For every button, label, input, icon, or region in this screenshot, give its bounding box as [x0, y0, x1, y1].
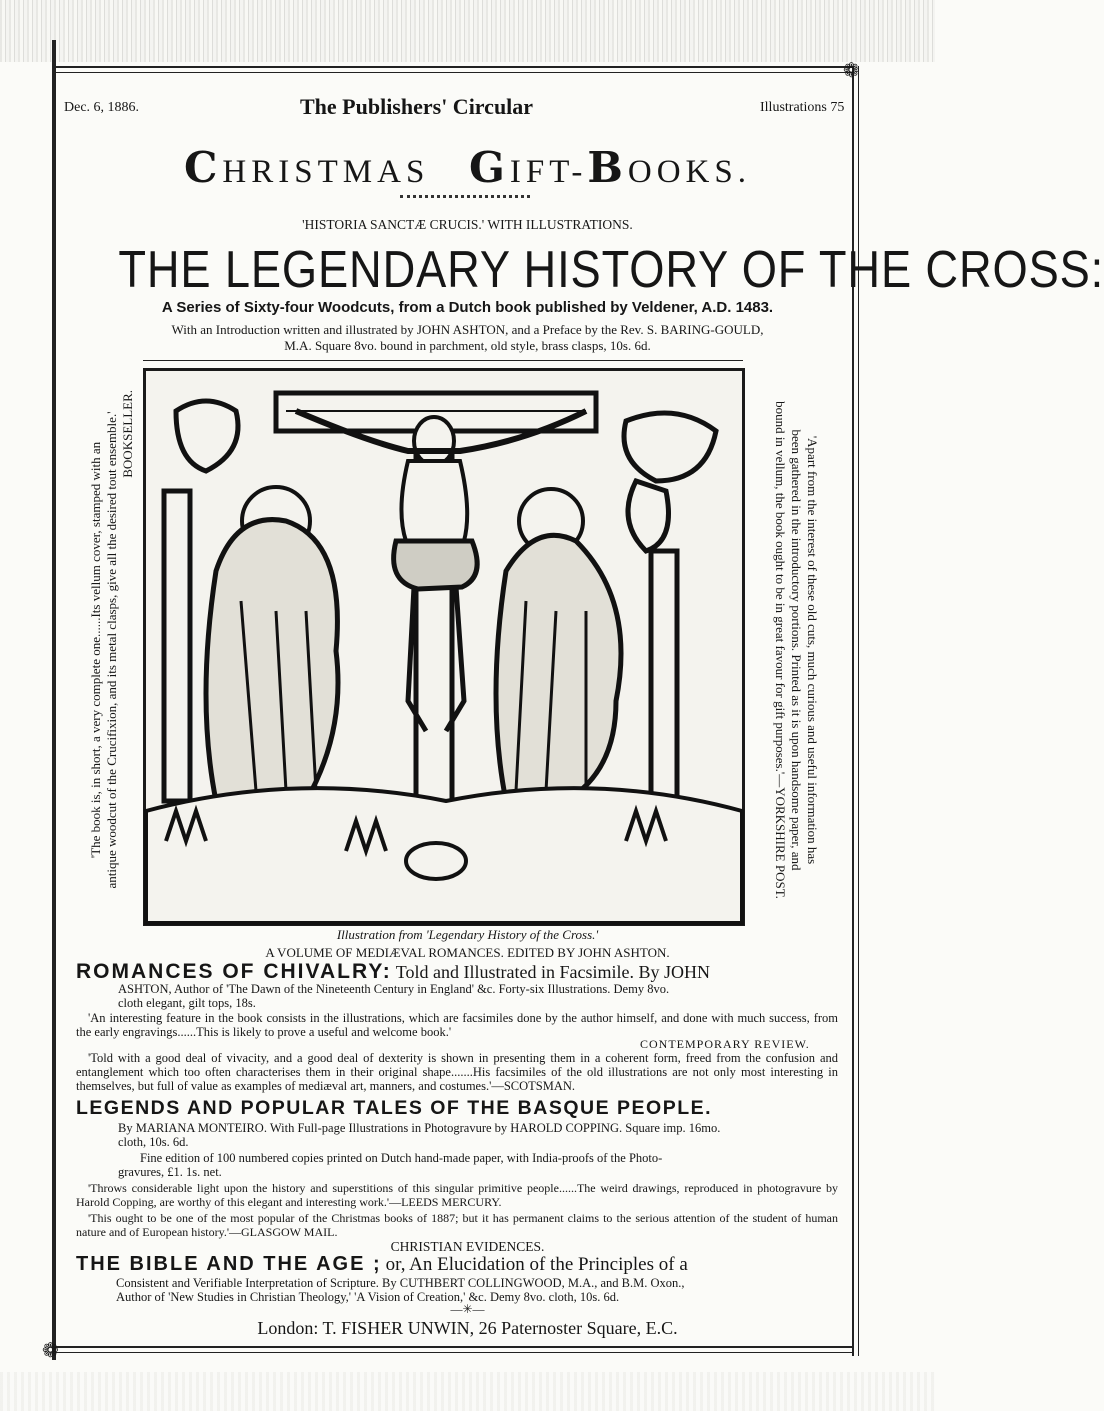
- bible-title-line: [76, 1253, 856, 1276]
- romances-title-tail: Told and Illustrated in Facsimile. By JOHN: [395, 962, 710, 982]
- banner-b: B: [587, 143, 628, 192]
- scotsman-quote: 'Told with a good deal of vivacity, and a good deal of dexterity is shown in presenting them in a coherent form, freed from the confusion and entanglement which too often characterises them in their original shape.......His facsimiles of the old illustrations are not only most interesting in themselves, but full of value as examples of mediæval art, manners, and costumes.'—SCOTSMAN.: [76, 1051, 838, 1093]
- bookseller-quote: [88, 390, 136, 910]
- top-rule-2: [52, 72, 852, 73]
- bookseller-quote-source: BOOKSELLER.: [120, 390, 135, 478]
- cross-details-1: With an Introduction written and illustrated by JOHN ASHTON, and a Preface by the Rev. S. BARING-GOULD,: [171, 322, 764, 337]
- bible-details-2: Author of 'New Studies in Christian Theology,' 'A Vision of Creation,' &c. Demy 8vo. cloth, 10s. 6d.: [116, 1290, 620, 1304]
- basque-title: LEGENDS AND POPULAR TALES OF THE BASQUE PEOPLE.: [76, 1097, 713, 1119]
- top-rule: [52, 66, 852, 68]
- contemporary-review-source: CONTEMPORARY REVIEW.: [640, 1037, 810, 1051]
- banner-g: G: [469, 143, 510, 192]
- crucifixion-woodcut: [143, 368, 745, 926]
- banner-gift: IFT-: [509, 154, 588, 190]
- romances-details-2: cloth elegant, gilt tops, 18s.: [118, 996, 256, 1010]
- illustration-caption: Illustration from 'Legendary History of the Cross.': [336, 927, 599, 942]
- yorkshire-post-quote: [772, 385, 820, 915]
- issue-date: Dec. 6, 1886.: [64, 100, 140, 115]
- dotted-divider: [400, 195, 530, 198]
- cross-title: THE LEGENDARY HISTORY OF THE CROSS:: [118, 241, 1104, 299]
- yorkshire-quote-1: 'Apart from the interest of these old cuts, much curious and useful information has: [805, 435, 820, 865]
- woodcut-drawing: [146, 371, 742, 923]
- basque-details-3: Fine edition of 100 numbered copies printed on Dutch hand-made paper, with India-proofs of the Photo-: [140, 1151, 663, 1165]
- banner-books: OOKS.: [627, 154, 751, 190]
- ornament-top-right: ❁: [843, 60, 860, 82]
- ornament-bottom-left: ❁: [42, 1340, 59, 1362]
- cross-details-2: M.A. Square 8vo. bound in parchment, old style, brass clasps, 10s. 6d.: [284, 338, 651, 353]
- left-rule: [52, 40, 56, 1360]
- bible-title-tail: or, An Elucidation of the Principles of a: [385, 1254, 688, 1275]
- bible-title: THE BIBLE AND THE AGE ;: [76, 1253, 382, 1275]
- romances-details-1: ASHTON, Author of 'The Dawn of the Nineteenth Century in England' &c. Forty-six Illustrations. Demy 8vo.: [118, 982, 670, 996]
- romances-title-line: [76, 960, 856, 984]
- leeds-mercury-quote: 'Throws considerable light upon the history and superstitions of this singular primitive people......The weird drawings, reproduced in photogravure by Harold Copping, are worthy of this elegant and interesting work.'—LEEDS MERCURY.: [76, 1181, 838, 1209]
- illustration-rule: [143, 360, 743, 361]
- romances-title: ROMANCES OF CHIVALRY:: [76, 960, 392, 983]
- basque-details-2: cloth, 10s. 6d.: [118, 1135, 189, 1149]
- contemporary-review-quote: 'An interesting feature in the book consists in the illustrations, which are facsimiles done by the author himself, and done with much success, from the early engravings......This is likely to prove a useful and welcome book.': [76, 1011, 838, 1039]
- banner-c: C: [183, 143, 223, 192]
- banner-christmas: HRISTMAS: [222, 154, 430, 190]
- glasgow-mail-quote: 'This ought to be one of the most popular of the Christmas books of 1887; but it has permanent claims to the serious attention of the student of human nature and of European history.'—GLASGOW MAIL.: [76, 1211, 838, 1239]
- cross-subtitle: 'HISTORIA SANCTÆ CRUCIS.' WITH ILLUSTRATIONS.: [302, 217, 633, 232]
- basque-details-1: By MARIANA MONTEIRO. With Full-page Illustrations in Photogravure by HAROLD COPPING. Square imp. 16mo.: [118, 1121, 721, 1135]
- bottom-rule-2: [52, 1352, 852, 1353]
- romances-preface: A VOLUME OF MEDIÆVAL ROMANCES. EDITED BY JOHN ASHTON.: [265, 945, 670, 960]
- yorkshire-quote-2: been gathered in the introductory portions. Printed as it is upon handsome paper, and: [789, 429, 804, 871]
- journal-title: The Publishers' Circular: [300, 94, 534, 119]
- christmas-gift-books-banner: [0, 143, 935, 192]
- publisher-imprint: London: T. FISHER UNWIN, 26 Paternoster Square, E.C.: [257, 1318, 678, 1338]
- yorkshire-quote-3: bound in vellum, the book ought to be in great favour for gift purposes.'—YORKSHIRE POST.: [773, 401, 788, 899]
- footer-ornament: —✳—: [450, 1302, 485, 1316]
- bookseller-quote-1: 'The book is, in short, a very complete one......Its vellum cover, stamped with an: [88, 441, 103, 859]
- bottom-rule: [52, 1346, 852, 1348]
- bible-details-1: Consistent and Verifiable Interpretation of Scripture. By CUTHBERT COLLINGWOOD, M.A., and B.M. Oxon.,: [116, 1276, 685, 1290]
- cross-description: A Series of Sixty-four Woodcuts, from a Dutch book published by Veldener, A.D. 1483.: [161, 299, 774, 316]
- basque-details-4: gravures, £1. 1s. net.: [118, 1165, 222, 1179]
- page-number: Illustrations 75: [760, 100, 845, 115]
- scan-noise-top: [0, 0, 935, 62]
- scan-noise-bottom: [0, 1372, 935, 1411]
- bookseller-quote-2: antique woodcut of the Crucifixion, and its metal clasps, give all the desired tout ensemble.': [104, 411, 119, 889]
- evidences-preface: CHRISTIAN EVIDENCES.: [390, 1239, 545, 1254]
